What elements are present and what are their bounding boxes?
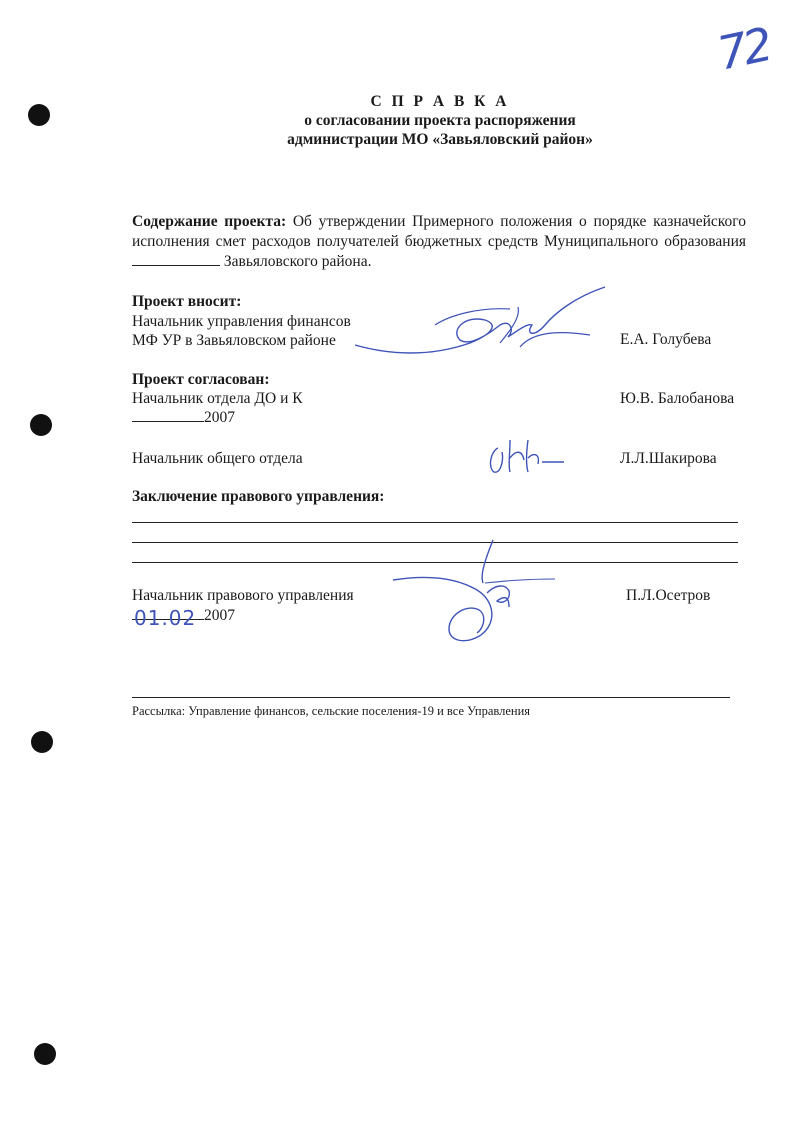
signature-shakirova — [480, 430, 570, 480]
punch-hole-1 — [28, 104, 50, 126]
person2-name: Л.Л.Шакирова — [620, 450, 717, 467]
title-main: С П Р А В К А — [370, 93, 510, 110]
title-line-2: администрации МО «Завьяловский район» — [287, 131, 593, 148]
submitted-position-2: МФ УР в Завьяловском районе — [132, 332, 336, 349]
submitted-name: Е.А. Голубева — [620, 331, 712, 348]
person1-date — [132, 408, 235, 427]
punch-hole-3 — [31, 731, 53, 753]
legal-date-year: 2007 — [204, 607, 235, 624]
content-text-part2: Завьяловского района. — [223, 253, 372, 270]
legal-label: Заключение правового управления: — [132, 488, 385, 505]
title-line-1: о согласовании проекта распоряжения — [304, 112, 576, 129]
person1-date-year: 2007 — [204, 409, 235, 426]
legal-date-handwritten: 01.02 — [134, 606, 197, 630]
submitted-position-1: Начальник управления финансов — [132, 313, 351, 330]
legal-head-name: П.Л.Осетров — [626, 587, 711, 604]
content-text-part1: Об утверждении Примерного положения о порядке казначейского исполнения смет расходов получателей бюджетных средств Муниципального образования — [132, 213, 747, 250]
submitted-label: Проект вносит: — [132, 293, 242, 310]
person1-position: Начальник отдела ДО и К — [132, 390, 303, 407]
content-blank — [132, 265, 220, 266]
person1-date-blank — [132, 421, 204, 422]
legal-date-blank — [132, 606, 204, 630]
signature-osetrov — [385, 535, 565, 650]
legal-rule-1 — [132, 522, 738, 523]
corner-page-mark: 72 — [712, 17, 774, 81]
person1-name: Ю.В. Балобанова — [620, 390, 735, 407]
mailing-list: Рассылка: Управление финансов, сельские поселения-19 и все Управления — [132, 704, 531, 718]
signature-golubeva — [350, 285, 620, 375]
punch-hole-4 — [34, 1043, 56, 1065]
content-label: Содержание проекта: — [132, 213, 287, 230]
legal-head-position: Начальник правового управления — [132, 587, 354, 604]
footer-rule — [132, 697, 730, 698]
document-title — [200, 92, 680, 149]
agreed-label: Проект согласован: — [132, 371, 270, 388]
project-content — [132, 212, 746, 272]
person2-position: Начальник общего отдела — [132, 450, 303, 467]
legal-date — [132, 606, 235, 630]
punch-hole-2 — [30, 414, 52, 436]
